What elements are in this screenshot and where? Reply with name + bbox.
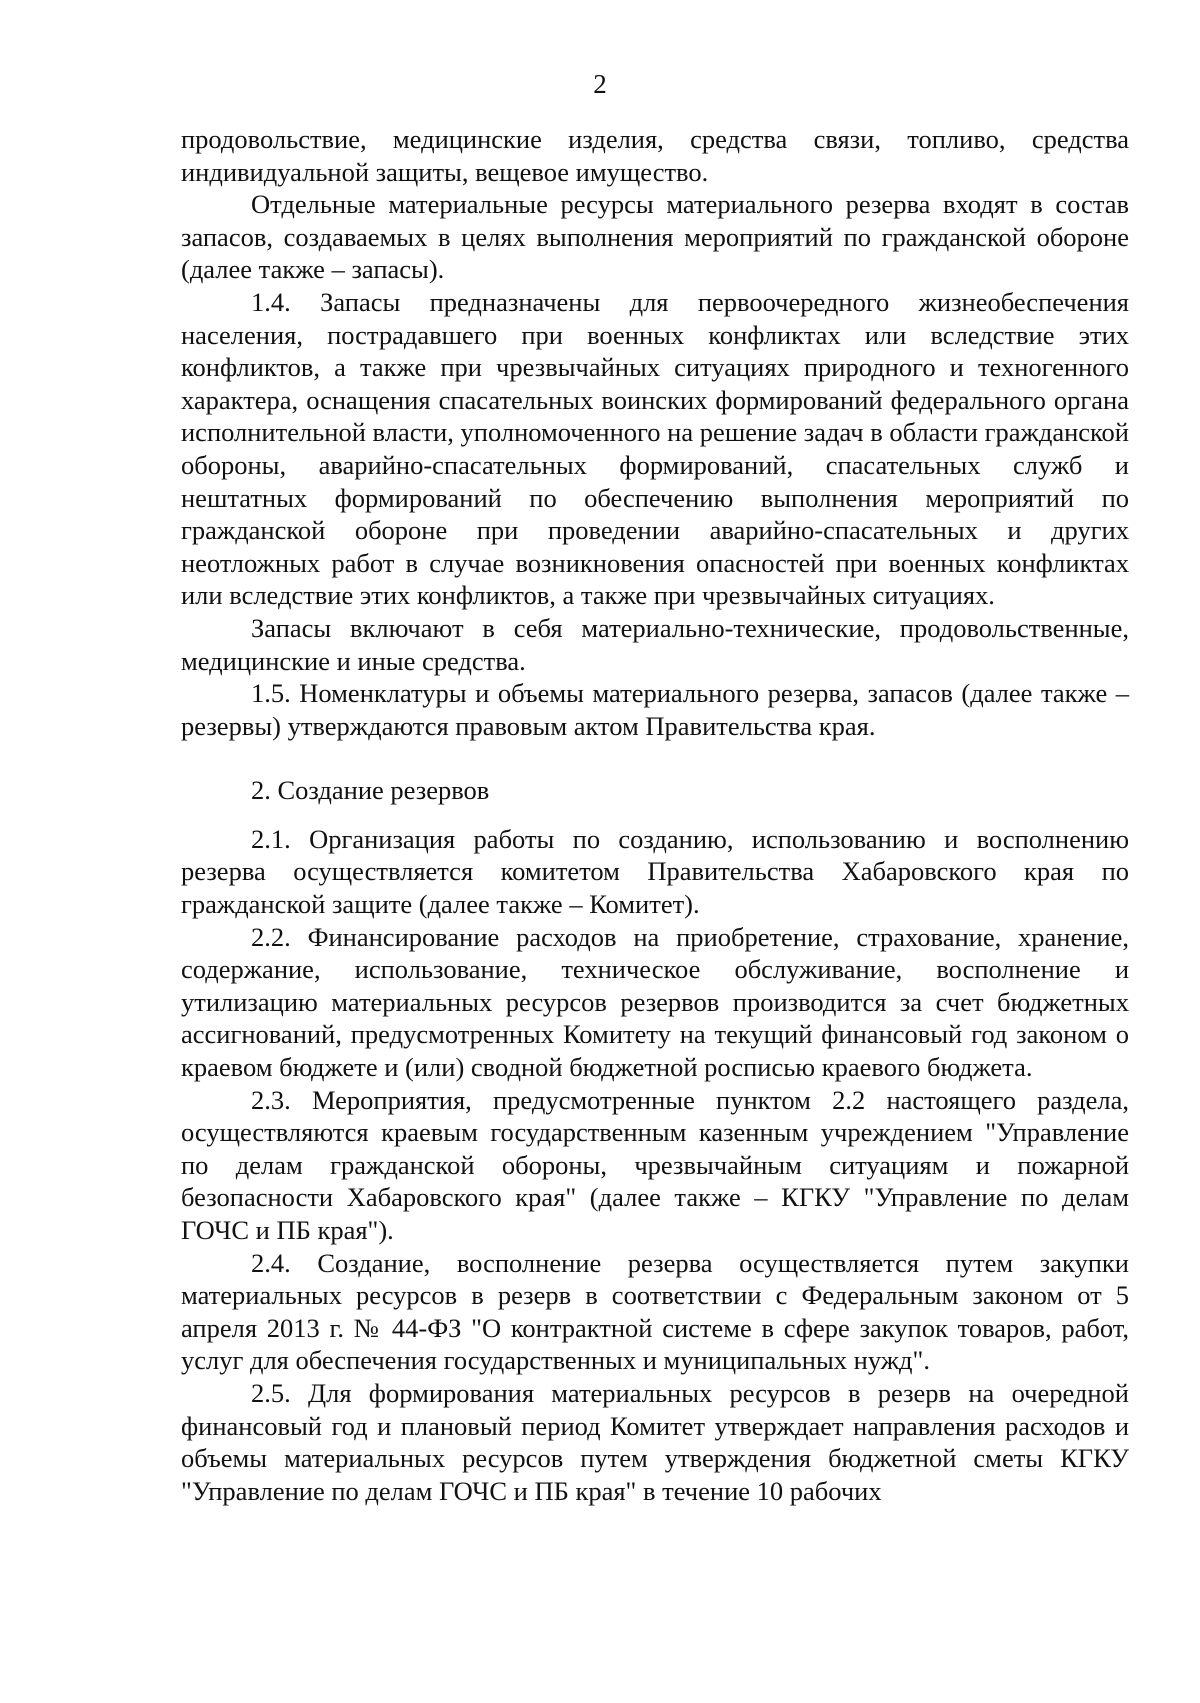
paragraph-2-3: 2.3. Мероприятия, предусмотренные пунктом 2.2 настоящего раздела, осуществляются краевым государственным казенным учреждением "Управление по делам гражданской обороны, чрезвычайным ситуациям и пожарной безопасности Хабаровского края" (далее также – КГКУ "Управление по делам ГОЧС и ПБ края"). [181,1084,1129,1245]
paragraph-continuation: продовольствие, медицинские изделия, средства связи, топливо, средства индивидуальной защиты, вещевое имущество. [181,124,1129,187]
paragraph-2-4: 2.4. Создание, восполнение резерва осуществляется путем закупки материальных ресурсов в резерв в соответствии с Федеральным законом от 5 апреля 2013 г. № 44-ФЗ "О контрактной системе в сфере закупок товаров, работ, услуг для обеспечения государственных и муниципальных нужд". [181,1247,1129,1376]
page-number: 2 [593,69,607,99]
paragraph-2-2: 2.2. Финансирование расходов на приобретение, страхование, хранение, содержание, использование, техническое обслуживание, восполнение и утилизацию материальных ресурсов резервов производится за счет бюджетных ассигнований, предусмотренных Комитету на текущий финансовый год законом о краевом бюджете и (или) сводной бюджетной росписью краевого бюджета. [181,921,1129,1083]
document-body [181,123,1129,1507]
paragraph-stocks-include: Запасы включают в себя материально-технические, продовольственные, медицинские и иные средства. [181,612,1129,676]
paragraph-1-5: 1.5. Номенклатуры и объемы материального резерва, запасов (далее также – резервы) утверждаются правовым актом Правительства края. [181,678,1129,741]
paragraph-2-1: 2.1. Организация работы по созданию, использованию и восполнению резерва осуществляется комитетом Правительства Хабаровского края по гражданской защите (далее также – Комитет). [181,823,1129,920]
paragraph-1-4: 1.4. Запасы предназначены для первоочередного жизнеобеспечения населения, пострадавшего при военных конфликтах или вследствие этих конфликтов, а также при чрезвычайных ситуациях природного и техногенного характера, оснащения спасательных воинских формирований федерального органа исполнительной власти, уполномоченного на решение задач в области гражданской обороны, аварийно-спасательных формирований, спасательных служб и нештатных формирований по обеспечению выполнения мероприятий по гражданской обороне при проведении аварийно-спасательных и других неотложных работ в случае возникновения опасностей при военных конфликтах или вследствие этих конфликтов, а также при чрезвычайных ситуациях. [181,286,1129,611]
paragraph-2-5: 2.5. Для формирования материальных ресурсов в резерв на очередной финансовый год и плановый период Комитет утверждает направления расходов и объемы материальных ресурсов путем утверждения бюджетной сметы КГКУ "Управление по делам ГОЧС и ПБ края" в течение 10 рабочих [181,1377,1129,1506]
paragraph-reserves-in-stocks: Отдельные материальные ресурсы материального резерва входят в состав запасов, создаваемых в целях выполнения мероприятий по гражданской обороне (далее также – запасы). [181,189,1129,285]
section-heading-2: 2. Создание резервов [251,775,490,806]
